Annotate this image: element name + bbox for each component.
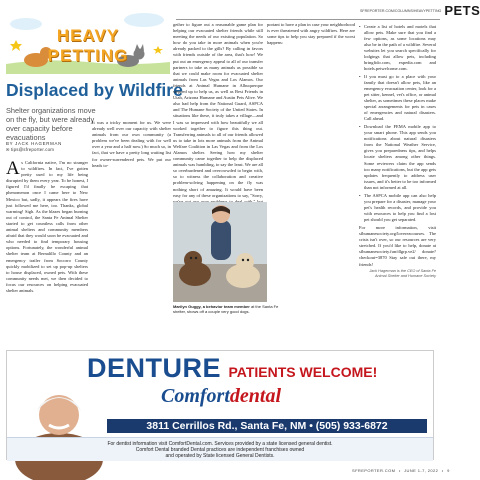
ad-denture-text: DENTURE [87,353,222,383]
article-column-3 [173,22,263,198]
tip-item-3: • Download the FEMA mobile app to your smart phone. This app sends you notifications about natural disasters from the National Weather Service, gives you preparedness tips, and helps locate shelters among other things. Some reviewers claim the app sends too many notifications, but the app gets updates frequently to address user issues, and it's better to be too informed than not informed at all. [359,124,436,191]
page-footer [350,468,450,473]
byline-email-text: tips@sfreporter.com [10,147,55,152]
logo-dental: dental [229,385,282,407]
header-divider [176,19,440,20]
byline [6,141,106,153]
tip-item-4: • The ASPCA mobile app can also help you prepare for a disaster, manage your pet's health records, and provide you with resources to help you find a lost pet should you get separated. [359,193,436,223]
tip-item-2: • If you must go to a place with your family that doesn't allow pets, like an emergency evacuation center, look for a pet sitter, kennel, vet's office, or animal shelter, as sometimes these places make special arrangements for pets in cases of emergencies and natural disasters. Call ahead. [359,74,436,123]
article-column-2-top [92,120,171,346]
caption-rest: at the Santa Fe shelter, shows off a couple very good dogs. [173,304,279,314]
article-subhead: Shelter organizations move on the fly, but were already over capacity before evacuations [6,106,96,142]
section-label: PETS [444,3,480,19]
article-column-right [267,22,355,346]
footer-sep-1: • [398,468,401,473]
caption-bold: Marilyn Guggy, a behavior team member [173,304,250,309]
logo-text: HEAVY PETTING [47,26,129,65]
tips-list [359,22,436,346]
comfort-dental-ad[interactable] [6,350,434,460]
logo-comfort: Comfort [160,385,230,407]
page-header [360,3,480,19]
column-1-text: s California native, I'm no stranger to wildfires. In fact, I've gotten pretty used to my life being disrupted by them every year. To be honest, I figured I'd finally be escaping that phenomenon once I came here to New Mexico but, sadly, it appears the fires have just followed me here, too. Thanks, global warming! Sigh. As the blazes began burning out of control, the Santa Fe Animal Shelter started to get countless calls from other animal shelters and community members afraid that they would soon be evacuated and who needed to find temporary housing options. Fortunately, the wonderful animal shelter team at Bernalillo County and an emergency trailer from Socorro County quickly mobilized to set up pop-up shelters to house displaced, owned pets. With these community needs met, we then decided to focus our resources on helping evacuated shelter animals. [6,160,88,293]
footer-sep-2: • [441,468,444,473]
mail-icon: ✉ [6,147,10,152]
byline-email[interactable] [6,147,106,153]
drop-cap: A [6,158,20,179]
page-number: 9 [447,468,450,473]
ad-patients-text: PATIENTS WELCOME! [228,364,378,380]
comfort-dental-logo [157,385,285,411]
ad-disclaimer-line-2: Comfort Dental branded Dental practices are independent franchises owned [135,447,305,453]
author-note: Jack Hagerman is the CEO of Santa Fe Animal Shelter and Humane Society [369,268,436,278]
ad-disclaimer-line-3: and operated by State licensed General Dentists. [165,453,275,459]
article-title: Displaced by Wildfire [6,80,183,100]
shelter-dogs-photo [173,202,267,302]
header-url[interactable]: SFREPORTER.COM/COLUMNS/HEAVYPETTING [360,9,442,14]
footer-site[interactable]: SFREPORTER.COM [352,468,396,473]
photo-illustration [173,202,267,302]
ad-disclaimer [7,437,433,461]
ad-address-bar: 3811 Cerrillos Rd., Santa Fe, NM • (505) 933-6872 [107,419,427,433]
footer-date: JUNE 1-7, 2022 [404,468,439,473]
column-3-text: gether to figure out a reasonable game plan for helping our evacuated shelter friends while still meeting the needs of our existing population. So how do you take in more animals when you're already packed to the gills? By calling in favors with friends outside of the area, that's how! We put out an emergency appeal to all of our transfer partners to take as many animals as possible so that we could make room for evacuated shelter animals from Las Vegas and Los Alamos. Our friends at Animal Humane in Albuquerque stepped up to help us, as well as Best Friends in Utah, Arizona Humane and Austin Pets Alive. We also had help from the National Guard, ASPCA and The Humane Society of the United States. In situations like these, it truly takes a village—and I was so impressed with how beautifully we all worked together to figure this thing out. Transferring animals to all of our friends allowed us to take in lots more animals from the Animal Welfare Coalition in Las Vegas and from the Los Alamos shelter. Seeing how my shelter community came together to help the displaced animals was humbling, to say the least. We are all so overburdened and overcrowded to begin with, so to witness the collaboration and creative problem-solving happening on the fly was nothing short of amazing. It would have been easy for any of these organizations to say, "Sorry, [173,22,263,198]
column-2-top-text: It was a tricky moment for us. We were already well over our capacity with shelter animals from our own community (a problem we've been dealing with for well over a year and a half now.) So much so, in fact, that we have a pretty long waiting list for owner-surrendered pets. We put our heads to- [92,120,171,168]
heavy-petting-logo [6,6,170,74]
article-column-1 [6,160,88,346]
right-col-intro: portant to have a plan in case your neighborhood is ever threatened with angry wildfires. Here are some tips to help you stay prepared if the worst happens: [267,22,355,46]
ad-disclaimer-line-1: For dentist information visit ComfortDental.com. Services provided by a state licensed general dentist. [107,441,333,447]
byline-name: BY JACK HAGERMAN [6,141,63,146]
right-col-outro: For more information, visit sfhumanesociety.org/lovereacourses. The crisis isn't over, so our resources are very stretched. If you'd like to help, donate at sfhumanesociety.fun/dlgrp.ve2/ donate?checkout=3870 Stay safe out there, my friends! [359,225,436,267]
tip-item-1: • Create a list of hotels and motels that allow pets. Make sure that you find a few options, as some locations may also be in the path of a wildfire. Several websites let you search specifically for lodgings that allow pets, including bringfido.com, expedia.com and hotels.petwelcome.com. [359,24,436,73]
ad-headline [87,353,377,384]
